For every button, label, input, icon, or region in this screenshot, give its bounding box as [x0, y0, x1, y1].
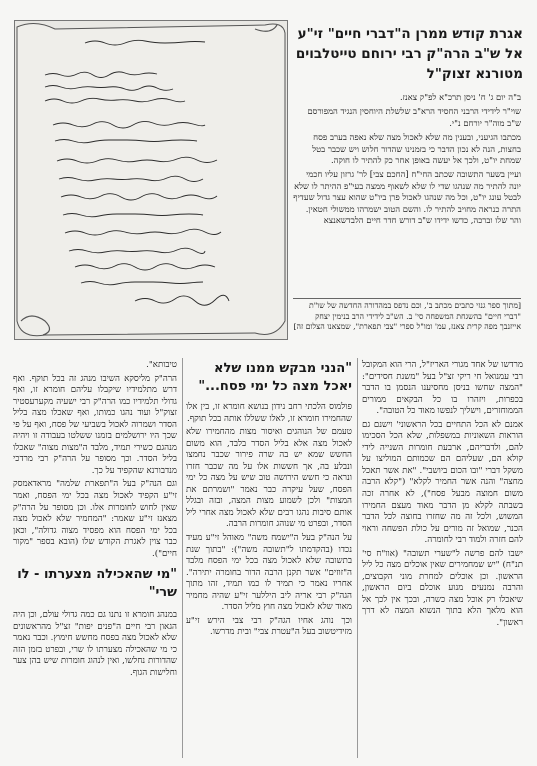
section-heading: "מי שהאכילה מצערתו - לו שרי"	[17, 567, 177, 601]
paragraph: טעמם של הנוהגים ואיסור מצות מהחמירו שלא לאכול מצה אלא בליל הסדר בלבד, הוא משום החשש שמא יש בה שרה פירור שכבר נחמצו ונבלע בה, אך חששות אלו על מה שכבר חזרו ונראה כי חשש הירושה טוב שיש על מצה כל ימי הפסח, שעל עיקרה כבר נאמר "ושמרתם את המצות" ולכן לשמוע מצות המצה, ובזה ובגלל אותם סיבות נהגו רבים שלא לאכול מצה אחרי ליל הסדר, ובפרט מי שנוהג חומרות הרבה.	[186, 427, 352, 530]
letter-paragraph: מכתבו הגיעני, ובענין מה שלא לאכול מצה שלא נאפה בערב פסח בחצות, הנה לא נכון הדבר כי בזמנינו שהדור חלוש ויש שכבר בטל שמחת יו"ט, ולכך אל יעשה באופן אחר כק להתיר לו חוקה.	[312, 132, 521, 166]
paragraph: וגם הנה"ק בעל ה"תפארת שלמה" מראדאמסק זי"ע הקפיד לאכול מצה בכל ימי הפסח, ואמר שאין לחוש לחומרות אלו. וכן מסופר על הרה"ק מצאנז זי"ע שאמר: "המחמיר שלא לאכול מצה בכל ימי הפסח הוא מפסיד מצוה גדולה", וכאן כבר צוין לאגרת הקודש שלו (הובא בספר "מקור חיים").	[13, 479, 177, 559]
scroll-decoration	[15, 21, 287, 339]
letter-greeting: שוי"ר לידידי הרבני החסיד הרא"ב שלשלת היוחסין הנגיד המפורסם ש"ב מוה"ר יורחם נ"י.	[307, 106, 521, 128]
letter-date: ב"ה יום ג' ח' ניסן תרכ"א לפ"ק צאנז.	[399, 92, 521, 102]
letter-scroll-image	[14, 20, 288, 340]
letter-transcription	[293, 92, 521, 229]
paragraph: טיבותא".	[146, 360, 177, 370]
paragraph: פולמוס הלכתי רחב נידון בנושא חומרא זו, בין אלו שהחמירו חומרא זו, לאלו ששללו אותה בכל תוקף.	[186, 402, 352, 424]
column-middle	[186, 360, 352, 641]
image-caption: [מתוך ספר גנזי כתבים מכתב ב', וכם נדפס במהדורה החדשה של שו"ת "דברי חיים" בהשגחת המשפחה סי' ב. הש"ב לידידי הרב בנימין יצחק אייזנבך מפה קרית צאנז, עמ' ומו"ל ספרי "צבי תפארת", שמצאנו הצלום זה]	[293, 298, 521, 333]
paragraph: ישבו להם פרשה ל"שערי תשובה" (אוו"ח סי' תנ"ח) "יש שמחמירים שאין אוכלים מצה כל ליל הראשון. וכן אוכלים למחרת מוני הקבוצים, והרבה נמנעים מנוע אוכלם ביום הראשון, שיאכלו רק אוכל מצה כשרה, ובכך אין לכך אל הוא מלאך הלא בתוך הנשוא המצה לא דרך ראשון".	[362, 548, 523, 629]
paragraph: וכך נוהג אחיו הגה"ק רבי צבי הירש זי"ע מזידיטשוב בעל ה"עטרת צבי" ובית מדרשו.	[186, 615, 352, 638]
section-heading: "הנני מבקש ממנו שלא יאכל מצה כל ימי פסח..."	[198, 361, 352, 394]
page-title: אגרת קודש ממרן ה"דברי חיים" זי"ע אל ש"ב הרה"ק רבי ירוחם טייטלבוים מטורנא זצוק"ל	[295, 26, 523, 82]
column-divider	[182, 358, 183, 758]
paragraph: על הנה"ק בעל ה"ישמח משה" מאוהל זי"ע מעיד נכדו (בהקדמתו ל"תשובה משה"): "בתוך שנת בתשובה שלא לאכול מצה בכל ימי הפסח מלבד ה"זוזים" אשר תקנן הרבה הדור בחומרה יתירה". אחריו נאמר כי תמיד לו כמו תמיד, זהו מתוך הגה"ק רבי אריה ליב היללער זי"ע שהיה מחמיר מאוד שלא לאכול מצה חוץ מליל הסדר.	[186, 533, 352, 613]
paragraph: במנהג חומרא זו נתנו גם כמה גדולי עולם, וכן היה הגאון רבי חיים ה"פנים יפות" זצ"ל מהראשונים שלא לאכול מצה בפסח מחשש חימוץ. וכבר נאמר כי מי שהאכילה מצערתו לו שרי, ובפרט בזמן הזה שהדורות נחלשו, ואין לנהוג חומרות שיש בהן צער וחלישות הגוף.	[13, 610, 177, 679]
paragraph: הרה"ק מליסקא השיבו מנהג זה בכל תוקף. ואף דרש מתלמידיו שיקבלו עליהם חומרא זו, ואף גדולי תלמידיו כמו הרה"ק רבי ישעיה מקערעסטיר זצוק"ל ועוד נהגו כמותו, ואף שאכלו מצה בליל הסדר ושמרוה לאכול בשביעי של פסח, ואף על פי שכך היו ירושלמים בזמנו ששלטו בעבודה זו ויהיה מנהגם כשירי תמיד, מלבד ה"מצות מצוה" שאכלו בליל הסדר. וכך מסופר על הרה"ק רבי מרדכי מנדבורנא שהקפיד על כך.	[13, 373, 177, 476]
column-left	[13, 360, 177, 682]
column-divider	[357, 358, 358, 758]
letter-paragraph: ועיין בשער התשובה שכתב החי"ח [החכם צבי] לר' גרזון עליו חכמי יונה להתיר מה שנהגו שדי לו שלא לשאוף ממצה בעי"פ ההיתר לו שלא לבטל עונג יו"ט, וכל מה שנהגו לאכול פרן ביו"ט שהוא עצר גדול שעדיף התרה כנראה מחויב להתיר לו. והשם הטוב ישמרהו ממשולי חטאין. והר שלו וברכה, כדשו ידידו ש"ב דורש חדר חיים הלבדשאנצא	[293, 169, 521, 226]
column-right	[362, 360, 523, 632]
paragraph: מרדשו של אחד מגורי האריז"ל, הרי הוא המקובל רבי עמנואל חי ריקי זצ"ל בעל "משנת חסידים": "המצה שחשו בניסן מחסיענו הנסמן בו הדבר בכפרות, ויזהרו בו כל הבקאים ממורים הממוחזרים, וישליך לנפשו מאוד כל הטובה".	[362, 360, 523, 417]
paragraph: אמנם לא הכל התחיים בכל הראשוני' וישנם גם הוראות השאוניות במשפלות, שלא הכל הסכימו להם, ולדבריהם, ארבעת חומרות השנייה לידי קולא הם, שעליהם הם שכמותם המוליצו על משקל דברי "ובו הכום ביושבי". "את אשר תאכל מחצה" והנה אשר החמיר לקלא" ("קלא הרבה משום חמוצה מבעל פסח"), לא אחרה זכה בשבתה לקלא מן הדבר מאוד מעצם החמירו המשוש, ולכל זה מה שחזרו בחוצה לכל הדבר הכנר, שמואל זה מורים על כולת הפשחה וראוי להם חזרה ולמוד רבי לחומרה.	[362, 419, 523, 546]
